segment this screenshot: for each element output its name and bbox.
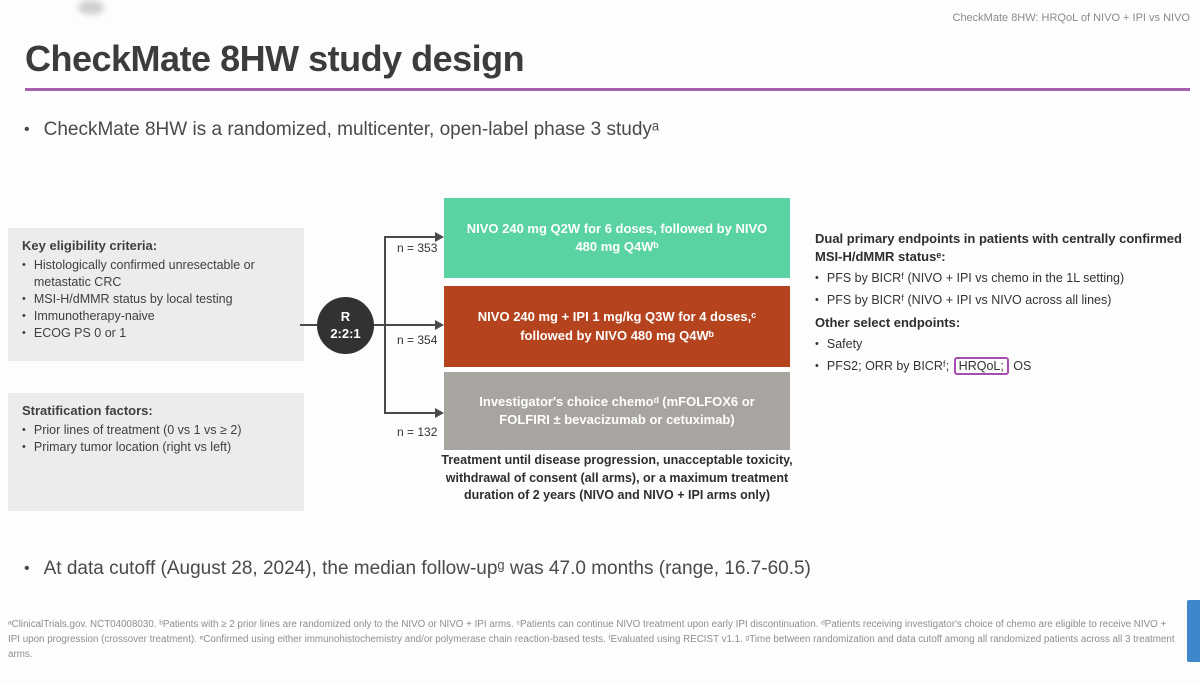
eligibility-heading: Key eligibility criteria: [22, 238, 158, 253]
endpoint-item: • PFS by BICRᶠ (NIVO + IPI vs NIVO across all lines) [815, 292, 1193, 309]
endpoint-item: • Safety [815, 336, 1193, 353]
hrqol-highlight: HRQoL; [954, 357, 1009, 375]
intro-bullet-text: • CheckMate 8HW is a randomized, multicenter, open-label phase 3 studyᵃ [43, 119, 659, 140]
eligibility-item: • Histologically confirmed unresectable or metastatic CRC [22, 257, 294, 291]
cutoff-bullet [24, 558, 1144, 580]
arm-box-nivo: NIVO 240 mg Q2W for 6 doses, followed by NIVO 480 mg Q4Wᵇ [444, 198, 790, 278]
randomization-ratio: 2:2:1 [330, 325, 361, 341]
randomization-symbol: R [340, 309, 351, 325]
n-label-chemo: n = 132 [397, 425, 438, 439]
cutoff-bullet-text: • At data cutoff (August 28, 2024), the median follow-upᵍ was 47.0 months (range, 16.7-60.5) [43, 558, 811, 579]
n-label-nivo: n = 353 [397, 241, 438, 255]
arrowhead-icon [435, 408, 444, 418]
page-title: CheckMate 8HW study design [25, 38, 525, 79]
video-artifact [78, 0, 104, 15]
other-endpoints-heading: Other select endpoints: [815, 314, 961, 330]
randomization-circle [317, 297, 374, 354]
flow-line [300, 324, 318, 326]
n-label-nivo-ipi: n = 354 [397, 333, 438, 347]
endpoint-last-line: • PFS2; ORR by BICRᶠ; HRQoL; OS [826, 359, 1032, 374]
stratification-item: • Prior lines of treatment (0 vs 1 vs ≥ 2) [22, 422, 294, 439]
arm-box-nivo-ipi: NIVO 240 mg + IPI 1 mg/kg Q3W for 4 doses,ᶜ followed by NIVO 480 mg Q4Wᵇ [444, 286, 790, 367]
stratification-item: • Primary tumor location (right vs left) [22, 439, 294, 456]
endpoints-primary-heading: Dual primary endpoints in patients with centrally confirmed MSI-H/dMMR statusᵉ: [815, 231, 1182, 264]
endpoint-item: • PFS by BICRᶠ (NIVO + IPI vs chemo in the 1L setting) [815, 270, 1193, 287]
eligibility-item: • Immunotherapy-naive [22, 308, 294, 325]
slide-header-text: CheckMate 8HW: HRQoL of NIVO + IPI vs NIVO [952, 12, 1190, 24]
intro-bullet [24, 119, 924, 141]
stratification-box [8, 393, 304, 511]
flow-line [373, 324, 436, 326]
flow-line [384, 236, 436, 238]
footnote: ᵃClinicalTrials.gov. NCT04008030. ᵇPatients with ≥ 2 prior lines are randomized only to the NIVO or NIVO + IPI arms. ᶜPatients can continue NIVO treatment upon early IPI discontinuation. ᵈPatients receiving investigator's choice of chemo are eligible to receive NIVO + IPI upon progression (crossover treatment). ᵉConfirmed using either immunohistochemistry and/or polymerase chain reaction-based tests. ᶠEvaluated using RECIST v1.1. ᵍTime between randomization and data cutoff among all randomized patients across all 3 treatment arms. [8, 619, 1175, 661]
scrollbar-thumb[interactable] [1187, 600, 1200, 662]
title-underline [25, 88, 1190, 91]
arm-box-chemo: Investigator's choice chemoᵈ (mFOLFOX6 or FOLFIRI ± bevacizumab or cetuximab) [444, 372, 790, 450]
eligibility-item: • ECOG PS 0 or 1 [22, 325, 294, 342]
flow-line [384, 412, 436, 414]
stratification-heading: Stratification factors: [22, 403, 153, 418]
treatment-note: Treatment until disease progression, unacceptable toxicity, withdrawal of consent (all arms), or a maximum treatment duration of 2 years (NIVO and NIVO + IPI arms only) [441, 453, 793, 502]
eligibility-box [8, 228, 304, 361]
endpoints-panel [815, 230, 1193, 380]
endpoint-item [815, 358, 1193, 375]
arrowhead-icon [435, 320, 444, 330]
eligibility-item: • MSI-H/dMMR status by local testing [22, 291, 294, 308]
